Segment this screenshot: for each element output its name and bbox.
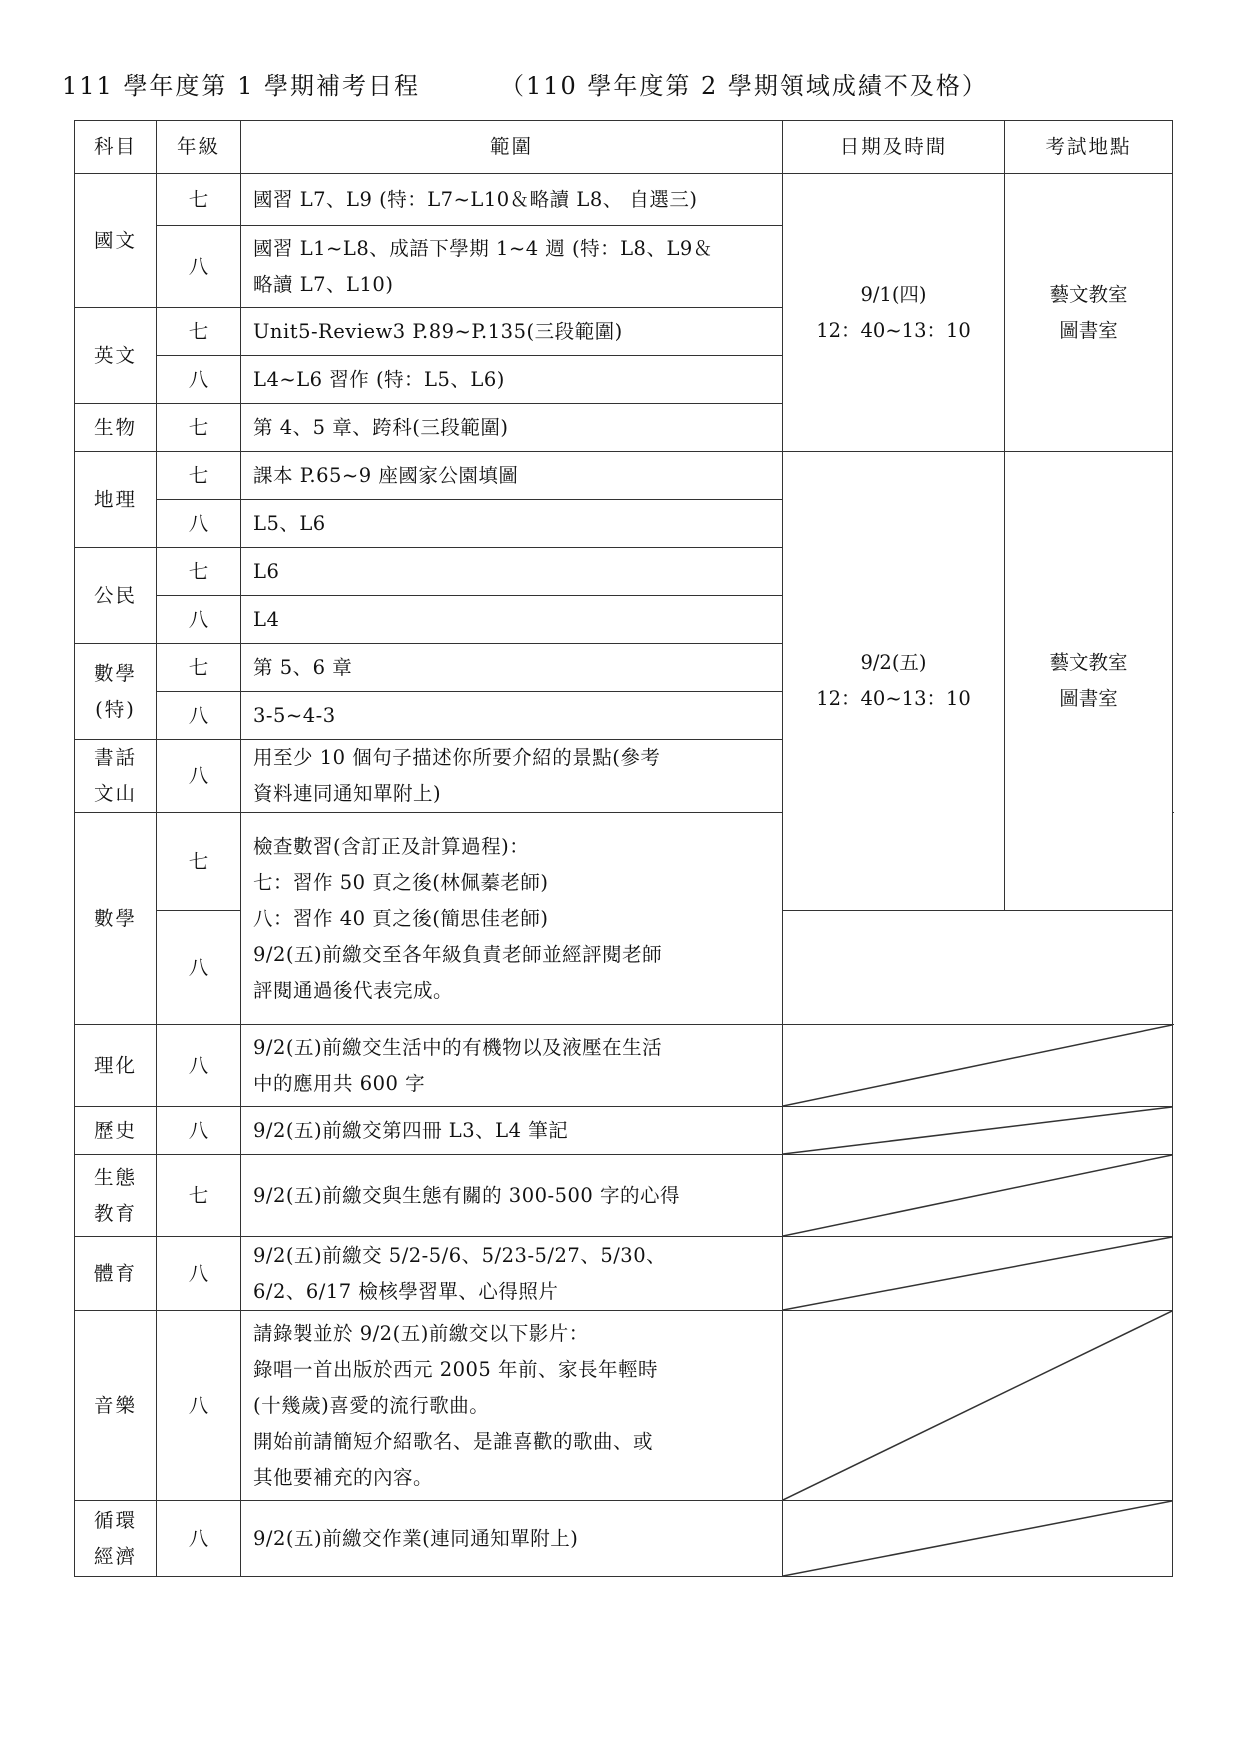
empty-slash-cell	[783, 1311, 1173, 1501]
grade-cell: 七	[157, 1155, 241, 1237]
empty-slash-cell	[783, 1501, 1173, 1577]
empty-slash-cell	[783, 1237, 1173, 1311]
grade-cell: 七	[157, 308, 241, 356]
grade-cell: 八	[157, 500, 241, 548]
grade-cell: 七	[157, 452, 241, 500]
range-cell: 9/2(五)前繳交與生態有關的 300-500 字的心得	[241, 1155, 783, 1237]
diagonal-slash	[783, 1107, 1172, 1154]
range-line: (十幾歲)喜愛的流行歌曲。	[253, 1393, 490, 1417]
grade-cell: 八	[157, 356, 241, 404]
range-cell	[241, 1025, 783, 1107]
range-cell	[241, 813, 783, 1025]
range-cell: Unit5-Review3 P.89~P.135(三段範圍)	[241, 308, 783, 356]
range-cell: L6	[241, 548, 783, 596]
grade-cell: 七	[157, 644, 241, 692]
time-text: 12：40~13：10	[816, 318, 971, 342]
header-subject: 科目	[75, 121, 157, 174]
range-cell: 第 4、5 章、跨科(三段範圍)	[241, 404, 783, 452]
table-row	[75, 452, 1173, 500]
range-cell: 9/2(五)前繳交作業(連同通知單附上)	[241, 1501, 783, 1577]
date-text: 9/1(四)	[860, 282, 927, 306]
grade-cell: 八	[157, 1025, 241, 1107]
grade-cell: 八	[157, 1107, 241, 1155]
subject-cell: 數學	[75, 813, 157, 1025]
subject-cell: 生物	[75, 404, 157, 452]
range-line: 八：習作 40 頁之後(簡思佳老師)	[253, 906, 549, 930]
subject-line: 經濟	[93, 1544, 137, 1568]
table-row	[75, 1155, 1173, 1237]
table-row	[75, 1025, 1173, 1107]
datetime-cell	[783, 452, 1005, 911]
grade-cell: 八	[157, 1501, 241, 1577]
subject-line: 教育	[93, 1201, 137, 1225]
range-line: 其他要補充的內容。	[253, 1465, 434, 1489]
range-cell: L5、L6	[241, 500, 783, 548]
grade-cell: 八	[157, 1237, 241, 1311]
header-location: 考試地點	[1005, 121, 1173, 174]
header-grade: 年級	[157, 121, 241, 174]
grade-cell: 八	[157, 692, 241, 740]
subject-line: 文山	[93, 782, 137, 805]
grade-cell: 八	[157, 911, 241, 1025]
grade-cell: 七	[157, 174, 241, 226]
range-line: 資料連同通知單附上)	[253, 782, 442, 805]
diagonal-slash	[783, 1311, 1172, 1500]
location-text: 圖書室	[1059, 318, 1118, 342]
range-line: 國習 L1~L8、成語下學期 1~4 週 (特：L8、L9＆	[253, 236, 713, 260]
grade-cell: 八	[157, 740, 241, 813]
range-cell	[241, 226, 783, 308]
diagonal-slash	[783, 1025, 1172, 1106]
table-row	[75, 1237, 1173, 1311]
header-row	[75, 121, 1173, 174]
grade-cell: 八	[157, 596, 241, 644]
range-line: 略讀 L7、L10)	[253, 272, 394, 296]
grade-cell: 七	[157, 813, 241, 911]
subject-cell	[75, 1155, 157, 1237]
subject-cell	[75, 1501, 157, 1577]
subject-line: 循環	[93, 1508, 137, 1532]
subject-line: 生態	[93, 1165, 137, 1189]
header-range: 範圍	[241, 121, 783, 174]
subject-cell	[75, 740, 157, 813]
range-line: 開始前請簡短介紹歌名、是誰喜歡的歌曲、或	[253, 1429, 654, 1453]
table-row	[75, 1107, 1173, 1155]
title-main: 111 學年度第 1 學期補考日程	[62, 72, 420, 100]
range-cell: L4~L6 習作 (特：L5、L6)	[241, 356, 783, 404]
table-row	[75, 1501, 1173, 1577]
range-cell: L4	[241, 596, 783, 644]
page-title	[62, 66, 988, 101]
empty-slash-cell	[783, 1155, 1173, 1237]
range-line: 評閱通過後代表完成。	[253, 978, 454, 1002]
subject-line: 數學	[93, 661, 137, 685]
subject-cell: 歷史	[75, 1107, 157, 1155]
location-text: 藝文教室	[1049, 282, 1128, 306]
range-cell: 9/2(五)前繳交第四冊 L3、L4 筆記	[241, 1107, 783, 1155]
range-cell: 第 5、6 章	[241, 644, 783, 692]
table-row	[75, 174, 1173, 226]
range-line: 中的應用共 600 字	[253, 1071, 426, 1095]
range-line: 9/2(五)前繳交至各年級負責老師並經評閱老師	[253, 942, 663, 966]
range-cell	[241, 1311, 783, 1501]
location-cell	[1005, 452, 1173, 911]
range-cell: 課本 P.65~9 座國家公園填圖	[241, 452, 783, 500]
range-line: 檢查數習(含訂正及計算過程)：	[253, 834, 530, 858]
empty-slash-cell	[783, 1107, 1173, 1155]
range-line: 七：習作 50 頁之後(林佩蓁老師)	[253, 870, 549, 894]
range-cell: 3-5~4-3	[241, 692, 783, 740]
subject-cell: 地理	[75, 452, 157, 548]
grade-cell: 七	[157, 548, 241, 596]
subject-cell: 理化	[75, 1025, 157, 1107]
range-line: 請錄製並於 9/2(五)前繳交以下影片：	[253, 1321, 589, 1345]
location-cell	[1005, 174, 1173, 452]
subject-cell: 體育	[75, 1237, 157, 1311]
subject-cell: 公民	[75, 548, 157, 644]
grade-cell: 八	[157, 226, 241, 308]
subject-line: (特)	[95, 697, 136, 721]
subject-cell: 國文	[75, 174, 157, 308]
grade-cell: 七	[157, 404, 241, 452]
header-datetime: 日期及時間	[783, 121, 1005, 174]
subject-cell: 音樂	[75, 1311, 157, 1501]
range-cell	[241, 740, 783, 813]
range-line: 9/2(五)前繳交生活中的有機物以及液壓在生活	[253, 1035, 663, 1059]
subject-cell	[75, 644, 157, 740]
location-text: 圖書室	[1059, 687, 1118, 710]
range-cell: 國習 L7、L9 (特：L7~L10＆略讀 L8、 自選三)	[241, 174, 783, 226]
date-text: 9/2(五)	[860, 651, 927, 674]
range-line: 9/2(五)前繳交 5/2-5/6、5/23-5/27、5/30、	[253, 1243, 667, 1267]
title-sub: （110 學年度第 2 學期領域成績不及格）	[499, 72, 988, 100]
grade-cell: 八	[157, 1311, 241, 1501]
range-cell	[241, 1237, 783, 1311]
table-row	[75, 1311, 1173, 1501]
diagonal-slash	[783, 1237, 1172, 1310]
time-text: 12：40~13：10	[816, 687, 971, 710]
diagonal-slash	[783, 1155, 1172, 1236]
range-line: 錄唱一首出版於西元 2005 年前、家長年輕時	[253, 1357, 659, 1381]
range-line: 6/2、6/17 檢核學習單、心得照片	[253, 1279, 559, 1303]
location-text: 藝文教室	[1049, 651, 1128, 674]
exam-schedule-table	[74, 120, 1173, 1577]
empty-slash-cell	[783, 1025, 1173, 1107]
range-line: 用至少 10 個句子描述你所要介紹的景點(參考	[253, 746, 661, 769]
subject-line: 書話	[93, 746, 137, 769]
subject-cell: 英文	[75, 308, 157, 404]
datetime-cell	[783, 174, 1005, 452]
diagonal-slash	[783, 1501, 1172, 1576]
